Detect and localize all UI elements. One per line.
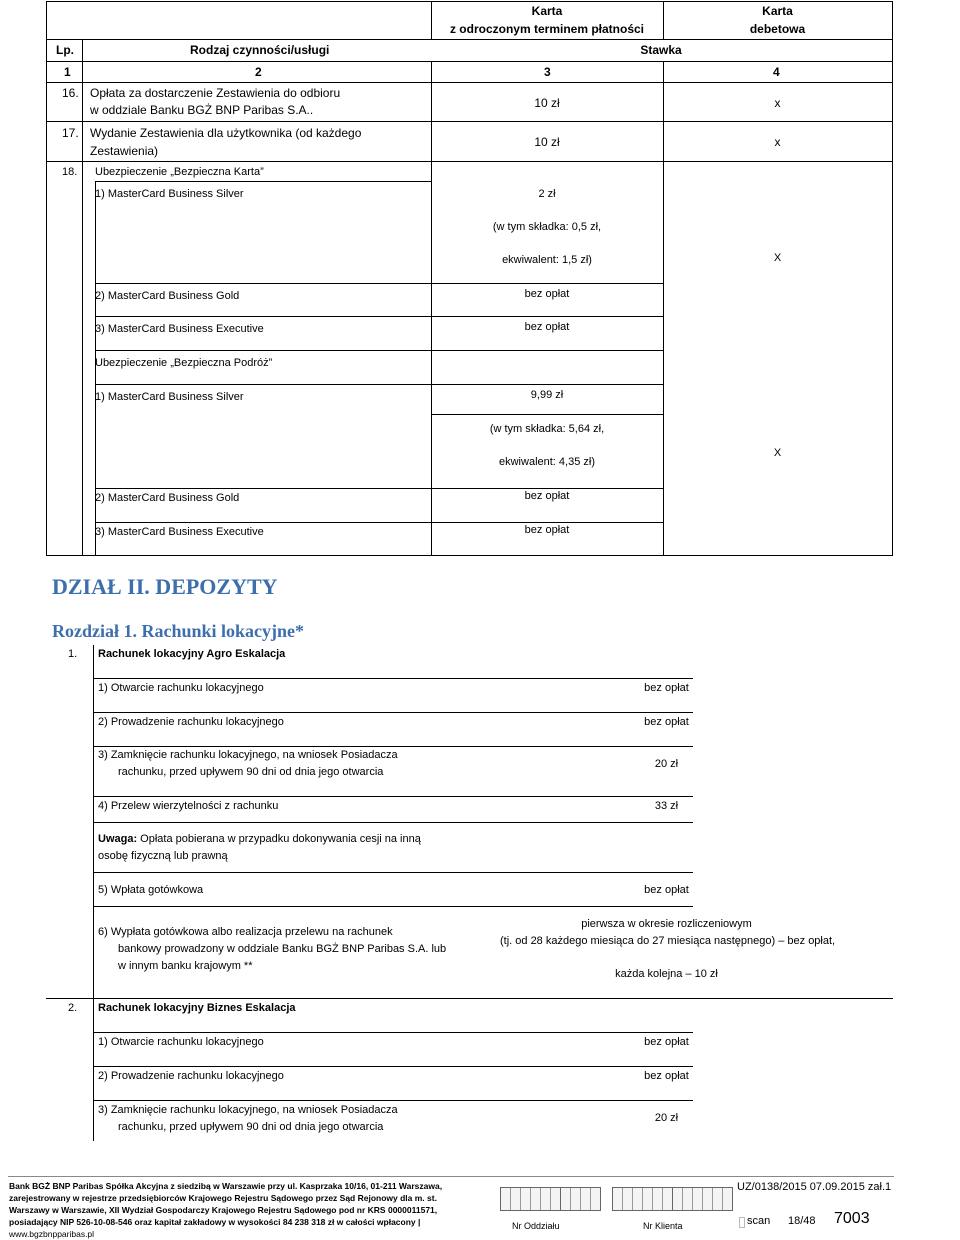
footer-line-2: zarejestrowany w rejestrze przedsiębiorców Krajowego Rejestru Sądowego przez Sąd Rejonowy dla m. st. [9,1193,437,1203]
row-17-label: Wydanie Zestawienia dla użytkownika (od każdego [90,126,362,140]
scan-label: scan [747,1215,771,1227]
karta-gold: 2) MasterCard Business Gold [95,290,240,302]
agro-przelew: 4) Przelew wierzytelności z rachunku [98,800,279,812]
karta-debet-x: X [773,252,782,264]
col-num-3: 3 [544,65,551,79]
biznes-title: Rachunek lokacyjny Biznes Eskalacja [98,1002,296,1014]
footer-line-3: Warszawy w Warszawie, XII Wydział Gospodarczy Krajowego Rejestru Sądowego pod nr KRS 0000011571, [9,1205,438,1215]
form-code: 7003 [834,1210,870,1227]
agro-wplata-rate: bez opłat [644,884,689,896]
footer-website: www.bgzbnpparibas.pl [9,1229,95,1239]
row-17-stawka: 10 zł [534,135,560,149]
agro-wyplata-3: w innym banku krajowym ** [118,960,253,972]
biznes-zamkniecie: 3) Zamknięcie rachunku lokacyjnego, na wniosek Posiadacza [98,1104,398,1116]
row-16-stawka: 10 zł [534,96,560,110]
biznes-prowadzenie: 2) Prowadzenie rachunku lokacyjnego [98,1070,284,1082]
agro-wyplata-rate: pierwsza w okresie rozliczeniowym [581,918,752,930]
klient-number-boxes-2 [672,1187,733,1211]
row-16-label: Opłata za dostarczenie Zestawienia do odbioru [90,86,341,100]
agro-otwarcie: 1) Otwarcie rachunku lokacyjnego [98,682,264,694]
agro-title: Rachunek lokacyjny Agro Eskalacja [98,648,286,660]
podroz-silver-detail-2: ekwiwalent: 4,35 zł) [499,456,595,468]
col-num-4: 4 [773,65,780,79]
klient-number-boxes [612,1187,673,1211]
footer-line-1: Bank BGŻ BNP Paribas Spółka Akcyjna z siedzibą w Warszawie przy ul. Kasprzaka 10/16, 01-211 Warszawa, [9,1181,443,1191]
podroz-silver: 1) MasterCard Business Silver [95,391,244,403]
agro-prowadzenie-rate: bez opłat [644,716,689,728]
karta-silver: 1) MasterCard Business Silver [95,188,244,200]
karta-silver-rate: 2 zł [538,188,556,200]
header-karta-debetowa: Karta [762,4,793,18]
agro-wplata: 5) Wpłata gotówkowa [98,884,204,896]
agro-uwaga-2: osobę fizyczną lub prawną [98,850,228,862]
agro-wyplata-2: bankowy prowadzony w oddziale Banku BGŻ BNP Paribas S.A. lub [118,943,447,955]
biznes-otwarcie: 1) Otwarcie rachunku lokacyjnego [98,1036,264,1048]
row-16-debet: x [774,96,781,110]
biznes-otwarcie-rate: bez opłat [644,1036,689,1048]
biznes-num: 2. [68,1002,78,1014]
biznes-zamkniecie-rate: 20 zł [654,1112,679,1124]
nr-klienta-label: Nr Klienta [643,1221,683,1231]
row-16-label-2: w oddziale Banku BGŻ BNP Paribas S.A.. [90,103,314,117]
uwaga-label: Uwaga: [98,833,138,845]
col-num-2: 2 [255,65,262,79]
agro-zamkniecie: 3) Zamknięcie rachunku lokacyjnego, na wniosek Posiadacza [98,749,398,761]
podroz-debet-x: X [773,447,782,459]
row-16-num: 16. [62,86,79,100]
karta-silver-detail-2: ekwiwalent: 1,5 zł) [502,254,592,266]
header-rodzaj: Rodzaj czynności/usługi [190,43,330,57]
agro-prowadzenie: 2) Prowadzenie rachunku lokacyjnego [98,716,284,728]
header-stawka: Stawka [640,43,682,57]
header-karta-odroczona: Karta [531,4,563,18]
podroz-title: Ubezpieczenie „Bezpieczna Podróż” [95,357,273,369]
header-karta-debetowa-sub: debetowa [749,22,806,36]
row-17-debet: x [774,135,781,149]
footer-line-4: posiadający NIP 526-10-08-546 oraz kapitał zakładowy w wysokości 84 238 318 zł w całości wpłacony | [9,1217,421,1227]
karta-executive-rate: bez opłat [524,321,570,333]
row-17-num: 17. [62,126,79,140]
podroz-silver-detail: (w tym składka: 5,64 zł, [489,423,605,435]
podroz-executive: 3) MasterCard Business Executive [95,526,264,538]
biznes-zamkniecie-2: rachunku, przed upływem 90 dni od dnia jego otwarcia [118,1121,384,1133]
karta-gold-rate: bez opłat [524,288,570,300]
scan-marker-icon [739,1217,745,1228]
podroz-gold-rate: bez opłat [524,490,570,502]
biznes-prowadzenie-rate: bez opłat [644,1070,689,1082]
nr-oddzialu-label: Nr Oddziału [512,1221,560,1231]
agro-zamkniecie-rate: 20 zł [654,758,679,770]
header-lp: Lp. [56,43,74,57]
agro-wyplata: 6) Wypłata gotówkowa albo realizacja przelewu na rachunek [98,926,393,938]
karta-silver-detail: (w tym składka: 0,5 zł, [492,221,602,233]
agro-wyplata-rate-3: każda kolejna – 10 zł [615,968,718,980]
podroz-executive-rate: bez opłat [524,524,570,536]
section-rozdzial-title: Rozdział 1. Rachunki lokacyjne* [52,621,305,641]
row-18-title: Ubezpieczenie „Bezpieczna Karta” [95,166,264,178]
header-karta-odroczona-sub: z odroczonym terminem płatności [449,22,645,36]
section-dzial-title: DZIAŁ II. DEPOZYTY [52,574,278,599]
agro-wyplata-rate-2: (tj. od 28 każdego miesiąca do 27 miesiąca następnego) – bez opłat, [500,935,836,947]
agro-zamkniecie-2: rachunku, przed upływem 90 dni od dnia jego otwarcia [118,766,384,778]
oddzial-number-boxes-2 [560,1187,601,1211]
oddzial-number-boxes [500,1187,561,1211]
document-code: UZ/0138/2015 07.09.2015 zał.1 [737,1181,892,1193]
agro-przelew-rate: 33 zł [654,800,679,812]
page-number: 18/48 [788,1215,816,1227]
col-num-1: 1 [64,65,71,79]
podroz-silver-rate: 9,99 zł [530,389,564,401]
karta-executive: 3) MasterCard Business Executive [95,323,264,335]
row-17-label-2: Zestawienia) [90,144,159,158]
agro-num: 1. [68,648,78,660]
row-18-num: 18. [62,166,78,178]
agro-otwarcie-rate: bez opłat [644,682,689,694]
podroz-gold: 2) MasterCard Business Gold [95,492,240,504]
agro-uwaga [98,832,421,846]
uwaga-text: Opłata pobierana w przypadku dokonywania cesji na inną [137,833,421,845]
